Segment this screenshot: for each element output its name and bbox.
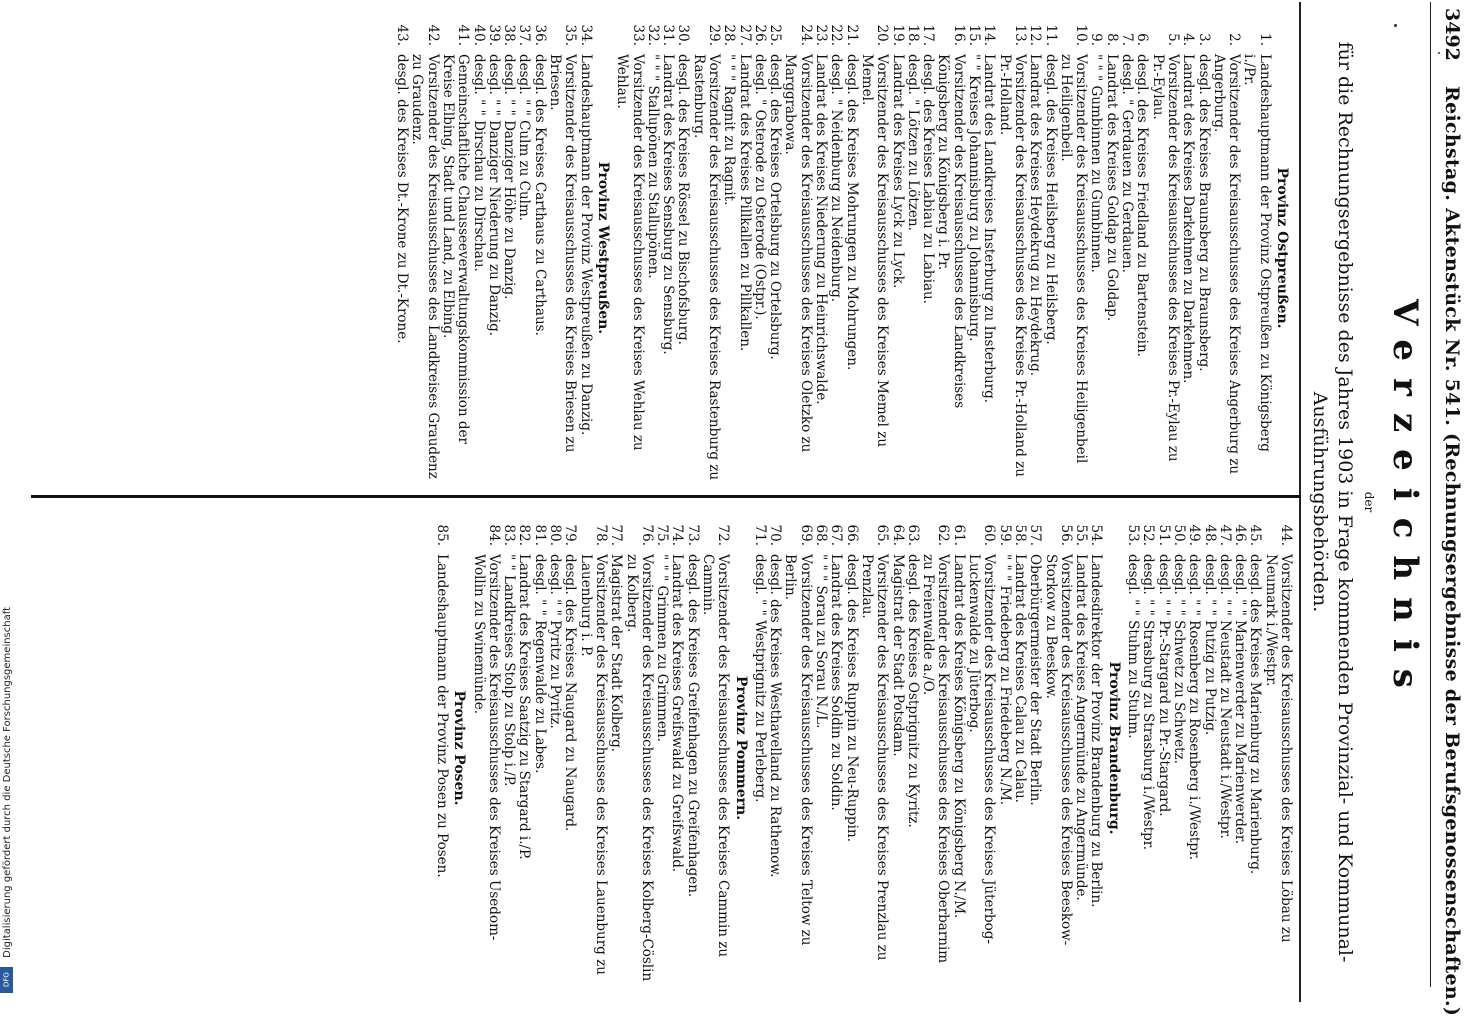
- entry-number: 37.: [516, 24, 533, 46]
- entry-text: Vorsitzender des Kreisausschusses des Kreises Oberbarnim zu Freienwalde a./O.: [920, 554, 952, 964]
- entry-text: " " " Ragnit zu Ragnit.: [721, 54, 738, 206]
- entry-number: 29.: [706, 24, 723, 46]
- entry-text: Landeshauptmann der Provinz Westpreußen zu Danzig.: [577, 54, 594, 436]
- entry-number: 35.: [562, 24, 579, 46]
- entry-text: desgl. " " Regenwalde zu Labes.: [531, 554, 548, 774]
- entry-number: 22.: [828, 24, 845, 46]
- entry-text: Vorsitzender des Kreisausschusses des Kreises Jüterbog-Luckenwalde zu Jüterbog.: [966, 554, 998, 944]
- entry-number: 18.: [904, 24, 921, 46]
- entry-text: Vorsitzender des Kreisausschusses des Kreises Briesen zu Briesen.: [547, 54, 579, 453]
- dfg-logo: DFG: [0, 967, 13, 993]
- entry-text: Vorsitzender des Kreisausschusses des Landkreises Graudenz zu Graudenz.: [409, 54, 441, 479]
- entry-text: Landrat des Kreises Niederung zu Heinrichswalde.: [813, 54, 830, 405]
- entry-number: 36.: [531, 24, 548, 46]
- list-item: [614, 14, 645, 482]
- list-item: [675, 14, 690, 482]
- entry-number: 4.: [1180, 33, 1197, 46]
- entry-number: 38.: [501, 24, 518, 46]
- entry-text: " " " Friedeberg zu Friedeberg N./M.: [996, 554, 1013, 806]
- list-item: [577, 14, 592, 482]
- title-connector: der: [1362, 491, 1376, 513]
- list-item: [1058, 14, 1089, 482]
- entry-number: 67.: [828, 524, 845, 546]
- list-item: [950, 514, 965, 982]
- list-item: [1073, 514, 1088, 982]
- entry-text: Landrat des Kreises Angermünde zu Angermünde.: [1073, 554, 1090, 901]
- entry-number: 6.: [1134, 33, 1151, 46]
- list-item: [1140, 514, 1155, 982]
- list-item: [562, 514, 577, 982]
- subtitle-line-1: für die Rechnungsergebnisse des Jahres 1903 in Frage kommenden Provinzial- und Kommunal-: [1334, 41, 1356, 963]
- entry-number: 41.: [455, 24, 472, 46]
- list-item: [721, 14, 736, 482]
- entry-text: Vorsitzender des Kreisausschusses des Kreises Teltow zu Berlin.: [782, 554, 814, 946]
- entry-number: 13.: [1011, 24, 1028, 46]
- entry-number: 80.: [547, 524, 564, 546]
- entry-text: Vorsitzender des Kreisausschusses des Kreises Rastenburg zu Rastenburg.: [690, 54, 723, 481]
- list-item: [905, 514, 920, 982]
- list-item: [736, 14, 751, 482]
- entry-text: Vorsitzender des Kreisausschusses des Kreises Usedom-Wollin zu Swinemünde.: [470, 554, 502, 941]
- entry-number: 74.: [669, 524, 686, 546]
- entry-number: 23.: [813, 24, 830, 46]
- entry-text: desgl. des Kreises Marienburg zu Marienburg.: [1247, 554, 1264, 875]
- list-item: [1103, 14, 1118, 482]
- entry-number: 50.: [1170, 524, 1187, 546]
- entry-number: 83.: [501, 524, 518, 546]
- list-item: [669, 514, 684, 982]
- entry-number: 52.: [1140, 524, 1157, 546]
- entry-text: desgl. " " Dirschau zu Dirschau.: [470, 54, 487, 272]
- list-item: [1247, 514, 1262, 982]
- list-item: [920, 514, 951, 982]
- entry-text: Landrat des Kreises Darkehmen zu Darkehmen.: [1180, 54, 1197, 384]
- list-item: [981, 14, 996, 482]
- list-item: [531, 514, 546, 982]
- entry-text: desgl. " " Schwetz zu Schwetz.: [1170, 554, 1187, 764]
- list-item: [966, 514, 997, 982]
- entry-number: 40.: [470, 24, 487, 46]
- page-header: [1437, 8, 1463, 1016]
- entry-number: 21.: [843, 24, 860, 46]
- entry-number: 17.: [920, 24, 937, 46]
- list-item: [394, 14, 409, 482]
- entry-text: Oberbürgermeister der Stadt Berlin.: [1027, 554, 1044, 806]
- entry-number: 39.: [485, 24, 502, 46]
- list-item: [920, 14, 935, 482]
- list-item: [700, 514, 731, 982]
- entry-text: desgl. des Kreises Ruppin zu Neu-Ruppin.: [843, 554, 860, 842]
- entry-text: desgl. des Kreises Carthaus zu Carthaus.: [531, 54, 548, 336]
- entry-text: desgl. des Kreises Dt.-Krone zu Dt.-Krone.: [394, 54, 411, 344]
- entry-number: 20.: [874, 24, 891, 46]
- document-title: Verzeichnis: [1385, 299, 1425, 705]
- list-item: [654, 514, 669, 982]
- entry-text: desgl. des Kreises Heilsberg zu Heilsberg.: [1042, 54, 1059, 345]
- digitization-credit: Digitalisierung gefördert durch die Deutsche Forschungsgemeinschaft: [2, 607, 13, 958]
- list-item: [409, 14, 440, 482]
- entry-number: 70.: [767, 524, 784, 546]
- list-item: [1134, 14, 1149, 482]
- list-item: [1217, 514, 1232, 982]
- entry-number: 2.: [1226, 33, 1243, 46]
- list-item: [1119, 14, 1134, 482]
- entry-number: 45.: [1247, 524, 1264, 546]
- entry-number: 73.: [684, 524, 701, 546]
- entry-text: Landrat des Kreises Heydekrug zu Heydekrug.: [1027, 54, 1044, 377]
- entry-text: desgl. des Kreises Naugard zu Naugard.: [562, 554, 579, 832]
- running-title: Reichstag. Aktenstück Nr. 541. (Rechnungsergebnisse der Berufsgenossenschaften.): [1441, 86, 1463, 1016]
- entry-text: Vorsitzender des Kreisausschusses des Kreises Oletzko zu Marggrabowa.: [782, 54, 814, 453]
- entry-text: Vorsitzender des Kreisausschusses des Kreises Heiligenbeil zu Heiligenbeil.: [1057, 54, 1090, 464]
- entry-text: Vorsitzender des Kreisausschusses des Kreises Pr.-Eylau zu Pr.-Eylau.: [1149, 54, 1181, 462]
- entry-text: desgl. des Kreises Ostprignitz zu Kyritz.: [904, 554, 921, 828]
- list-item: [1262, 514, 1293, 982]
- entry-text: desgl. des Kreises Labiau zu Labiau.: [920, 54, 937, 305]
- list-item: [1195, 14, 1210, 482]
- entry-text: desgl. des Kreises Rössel zu Bischofsburg.: [675, 54, 692, 345]
- list-item: [935, 14, 966, 482]
- list-item: [501, 14, 516, 482]
- list-item: [813, 14, 828, 482]
- entry-number: 78.: [592, 524, 609, 546]
- entry-text: desgl. " " Strasburg zu Strasburg i./Westpr.: [1140, 554, 1157, 851]
- entry-number: 5.: [1164, 33, 1181, 46]
- entry-number: 65.: [874, 524, 891, 546]
- entry-text: Vorsitzender des Kreisausschusses des Kreises Lauenburg zu Lauenburg i. P.: [577, 554, 609, 975]
- entry-number: 26.: [751, 24, 768, 46]
- entry-number: 85.: [433, 524, 450, 546]
- entry-number: 12.: [1027, 24, 1044, 46]
- province-heading: Provinz Brandenburg.: [1105, 661, 1122, 835]
- list-item: [782, 514, 813, 982]
- list-item: [767, 14, 782, 482]
- entry-number: 59.: [996, 524, 1013, 546]
- entry-text: desgl. " Gerdauen zu Gerdauen.: [1119, 54, 1136, 273]
- list-item: [547, 514, 562, 982]
- entry-number: 58.: [1011, 524, 1028, 546]
- entry-number: 10.: [1073, 24, 1090, 46]
- entry-number: 1.: [1256, 33, 1273, 46]
- entry-number: 30.: [675, 24, 692, 46]
- entry-number: 44.: [1278, 524, 1294, 546]
- list-item: [843, 514, 858, 982]
- entry-number: 62.: [935, 524, 952, 546]
- entry-number: 82.: [516, 524, 533, 546]
- entry-number: 84.: [485, 524, 502, 546]
- list-item: [1201, 514, 1216, 982]
- entry-text: " " " Sorau zu Sorau N./L.: [813, 554, 830, 729]
- list-item: [547, 14, 578, 482]
- list-item: [889, 14, 904, 482]
- entry-text: desgl. des Kreises Ortelsburg zu Ortelsburg.: [767, 54, 784, 360]
- list-item: [889, 514, 904, 982]
- entry-number: 46.: [1232, 524, 1249, 546]
- entry-text: Vorsitzender des Kreisausschusses des Kreises Cammin zu Cammin.: [700, 554, 732, 958]
- entry-number: 25.: [767, 24, 784, 46]
- entry-number: 15.: [966, 24, 983, 46]
- entry-text: desgl. " " Pyritz zu Pyritz.: [547, 554, 564, 729]
- entry-number: 77.: [608, 524, 625, 546]
- list-item: [905, 14, 920, 482]
- entry-text: desgl. " " Marienwerder zu Marienwerder.: [1232, 554, 1249, 845]
- entry-number: 34.: [577, 24, 594, 46]
- list-item: [752, 514, 767, 982]
- entry-number: 16.: [950, 24, 967, 46]
- list-item: [577, 514, 608, 982]
- list-item: [1171, 514, 1186, 982]
- entry-text: desgl. " " Danziger Höhe zu Danzig.: [501, 54, 518, 300]
- entry-number: 81.: [531, 524, 548, 546]
- entry-text: desgl. " Neidenburg zu Neidenburg.: [828, 54, 845, 303]
- list-item: [660, 14, 675, 482]
- entry-text: Vorsitzender des Kreisausschusses des Kreises Löbau zu Neumark i./Westpr.: [1262, 554, 1294, 943]
- list-item: [1042, 514, 1073, 982]
- list-item: [1232, 514, 1247, 982]
- entry-number: 71.: [751, 524, 768, 546]
- list-item: [1155, 514, 1170, 982]
- entry-text: Vorsitzender des Kreisausschusses des Kreises Kolberg-Cöslin zu Kolberg.: [623, 554, 655, 982]
- entry-text: desgl. " " Putzig zu Putzig.: [1201, 554, 1218, 736]
- column-divider: [31, 495, 1301, 498]
- header-rule: [1430, 2, 1431, 987]
- entry-text: " " " Stallupönen zu Stallupönen.: [644, 54, 661, 279]
- list-item: [516, 14, 531, 482]
- entry-text: desgl. des Kreises Greifenhagen zu Greifenhagen.: [684, 554, 701, 898]
- entry-text: Vorsitzender des Kreisausschusses des Kreises Pr.-Holland zu Pr.-Holland.: [996, 54, 1028, 477]
- entry-number: 11.: [1042, 24, 1059, 46]
- entry-text: Magistrat der Stadt Kolberg.: [608, 554, 625, 753]
- entry-number: 69.: [797, 524, 814, 546]
- entry-text: Magistrat der Stadt Potsdam.: [889, 554, 906, 757]
- entry-text: desgl. " Lötzen zu Lötzen.: [904, 54, 921, 231]
- entry-text: Landrat des Kreises Soldin zu Soldin.: [828, 554, 845, 811]
- subtitle-line-2: Ausführungsbehörden.: [1309, 391, 1331, 613]
- list-item: [828, 514, 843, 982]
- province-heading: Provinz Posen.: [451, 690, 468, 806]
- list-item: [1027, 14, 1042, 482]
- entry-text: " " Kreises Johannisburg zu Johannisburg.: [966, 54, 983, 342]
- entry-number: 3.: [1195, 33, 1212, 46]
- entry-number: 32.: [644, 24, 661, 46]
- list-item: [828, 14, 843, 482]
- entry-text: Vorsitzender des Kreisausschusses des Kreises Angerburg zu Angerburg.: [1210, 54, 1243, 475]
- list-item: [813, 514, 828, 982]
- list-item: [767, 514, 782, 982]
- list-item: [531, 14, 546, 482]
- list-item: [1211, 14, 1242, 482]
- entry-number: 49.: [1186, 524, 1203, 546]
- entry-text: Landrat des Landkreises Insterburg zu Insterburg.: [981, 54, 998, 404]
- entry-number: 72.: [715, 524, 732, 546]
- entry-text: Landrat des Kreises Saatzig zu Stargard i./P.: [516, 554, 533, 860]
- entry-number: 8.: [1103, 33, 1120, 46]
- list-item: [608, 514, 623, 982]
- entry-text: Landrat des Kreises Königsberg zu Königsberg N./M.: [950, 554, 967, 919]
- entry-text: Vorsitzender des Kreisausschusses des Kreises Prenzlau zu Prenzlau.: [858, 554, 891, 961]
- entry-text: Landrat des Kreises Lyck zu Lyck.: [889, 54, 906, 289]
- entry-number: 57.: [1027, 524, 1044, 546]
- entry-text: Landrat des Kreises Calau zu Calau.: [1011, 554, 1028, 803]
- list-item: [1012, 514, 1027, 982]
- entry-number: 79.: [562, 524, 579, 546]
- entry-number: 19.: [889, 24, 906, 46]
- entry-number: 28.: [721, 24, 738, 46]
- entry-number: 55.: [1073, 524, 1090, 546]
- entry-number: 42.: [424, 24, 441, 46]
- entry-number: 14.: [981, 24, 998, 46]
- entry-text: desgl. " " Pr.-Stargard zu Pr.-Stargard.: [1155, 554, 1172, 817]
- entry-text: desgl. " Osterode zu Osterode (Ostpr.).: [751, 54, 768, 320]
- list-item: [434, 514, 449, 982]
- entry-text: Vorsitzender des Kreisausschusses des Kreises Beeskow-Storkow zu Beeskow.: [1042, 554, 1074, 946]
- entry-number: 56.: [1057, 524, 1074, 546]
- table-top-rule: [1299, 2, 1301, 1002]
- list-item: [1186, 514, 1201, 982]
- list-item: [440, 14, 471, 482]
- entry-text: Landrat des Kreises Greifswald zu Greifswald.: [669, 554, 686, 873]
- entry-text: desgl. " " Stuhm zu Stuhm.: [1125, 554, 1142, 739]
- list-item: [782, 14, 813, 482]
- entry-text: Gemeinschaftliche Chausseeverwaltungskommission der Kreise Elbing, Stadt und Land, zu Elbing.: [439, 54, 472, 444]
- list-item: [684, 514, 699, 982]
- entry-number: 48.: [1201, 524, 1218, 546]
- entry-text: desgl. " " Rosenberg zu Rosenberg i./Westpr.: [1186, 554, 1203, 861]
- entry-text: desgl. " " Westprignitz zu Perleberg.: [751, 554, 768, 803]
- entry-number: 76.: [638, 524, 655, 546]
- list-item: [859, 514, 890, 982]
- entry-text: desgl. des Kreises Braunsberg zu Braunsberg.: [1195, 54, 1212, 372]
- list-item: [996, 514, 1011, 982]
- entry-number: 68.: [813, 524, 830, 546]
- entry-number: 64.: [889, 524, 906, 546]
- entry-text: Vorsitzender des Kreisausschusses des Kreises Memel zu Memel.: [858, 54, 891, 448]
- list-item: [752, 14, 767, 482]
- entry-text: desgl. des Kreises Westhavelland zu Rathenow.: [767, 554, 784, 878]
- list-item: [1125, 514, 1140, 982]
- entry-text: Landrat des Kreises Pillkallen zu Pillkallen.: [736, 54, 753, 352]
- entry-text: desgl. " " Neustadt zu Neustadt i./Westpr.: [1216, 554, 1233, 839]
- document-subtitle: [1307, 2, 1357, 1002]
- list-item: [501, 514, 516, 982]
- list-item: [966, 14, 981, 482]
- entry-text: Landrat des Kreises Goldap zu Goldap.: [1103, 54, 1120, 322]
- entry-text: " " " Grimmen zu Grimmen.: [654, 554, 671, 742]
- entry-number: 75.: [654, 524, 671, 546]
- list-item: [1088, 514, 1103, 982]
- list-item: [486, 14, 501, 482]
- entry-number: 33.: [629, 24, 646, 46]
- entry-text: " " " Gumbinnen zu Gumbinnen.: [1088, 54, 1105, 273]
- entry-number: 60.: [981, 524, 998, 546]
- list-item: [1088, 14, 1103, 482]
- list-item: [690, 14, 721, 482]
- entry-number: 9.: [1088, 33, 1105, 46]
- entry-text: Vorsitzender des Kreisausschusses des Kreises Wehlau zu Wehlau.: [614, 54, 646, 451]
- list-item: [859, 14, 890, 482]
- entry-number: 61.: [950, 524, 967, 546]
- entry-text: Landesdirektor der Provinz Brandenburg zu Berlin.: [1088, 554, 1105, 908]
- entry-number: 47.: [1216, 524, 1233, 546]
- entry-text: desgl. des Kreises Friedland zu Bartenstein.: [1134, 54, 1151, 357]
- entry-text: Landeshauptmann der Provinz Ostpreußen zu Königsberg i./Pr.: [1241, 54, 1273, 452]
- right-column: [434, 514, 1293, 982]
- list-item: [1180, 14, 1195, 482]
- list-item: [1241, 14, 1272, 482]
- scanned-page: [29, 2, 1465, 1016]
- left-column: [394, 14, 1293, 482]
- entry-number: 31.: [660, 24, 677, 46]
- entry-number: 7.: [1119, 33, 1136, 46]
- entry-number: 53.: [1125, 524, 1142, 546]
- list-item: [843, 14, 858, 482]
- entry-number: 24.: [797, 24, 814, 46]
- entry-text: desgl. " " Danziger Niederung zu Danzig.: [485, 54, 502, 337]
- entry-number: 54.: [1088, 524, 1105, 546]
- entry-number: 27.: [736, 24, 753, 46]
- entry-number: 43.: [394, 24, 411, 46]
- entry-number: 51.: [1155, 524, 1172, 546]
- entry-text: desgl. des Kreises Mohrungen zu Mohrungen.: [843, 54, 860, 371]
- list-item: [1042, 14, 1057, 482]
- province-heading: Provinz Ostpreußen.: [1274, 167, 1290, 329]
- province-heading: Provinz Westpreußen.: [594, 161, 611, 335]
- list-item: [996, 14, 1027, 482]
- list-item: [516, 514, 531, 982]
- entry-text: Vorsitzender des Kreisausschusses des Landkreises Königsberg zu Königsberg i. Pr.: [935, 54, 967, 409]
- entry-text: Landeshauptmann der Provinz Posen zu Posen.: [433, 554, 450, 878]
- list-item: [470, 14, 485, 482]
- list-item: [645, 14, 660, 482]
- entry-text: Landrat des Kreises Sensburg zu Sensburg.: [660, 54, 677, 355]
- entry-text: " " Landkreises Stolp zu Stolp i./P.: [501, 554, 518, 787]
- page-number: 3492: [1441, 8, 1463, 61]
- province-heading: Provinz Pommern.: [732, 675, 749, 821]
- entry-number: 63.: [904, 524, 921, 546]
- list-item: [1149, 14, 1180, 482]
- list-item: [470, 514, 501, 982]
- entry-text: desgl. " " Culm zu Culm.: [516, 54, 533, 222]
- list-item: [1027, 514, 1042, 982]
- entry-number: 66.: [843, 524, 860, 546]
- list-item: [623, 514, 654, 982]
